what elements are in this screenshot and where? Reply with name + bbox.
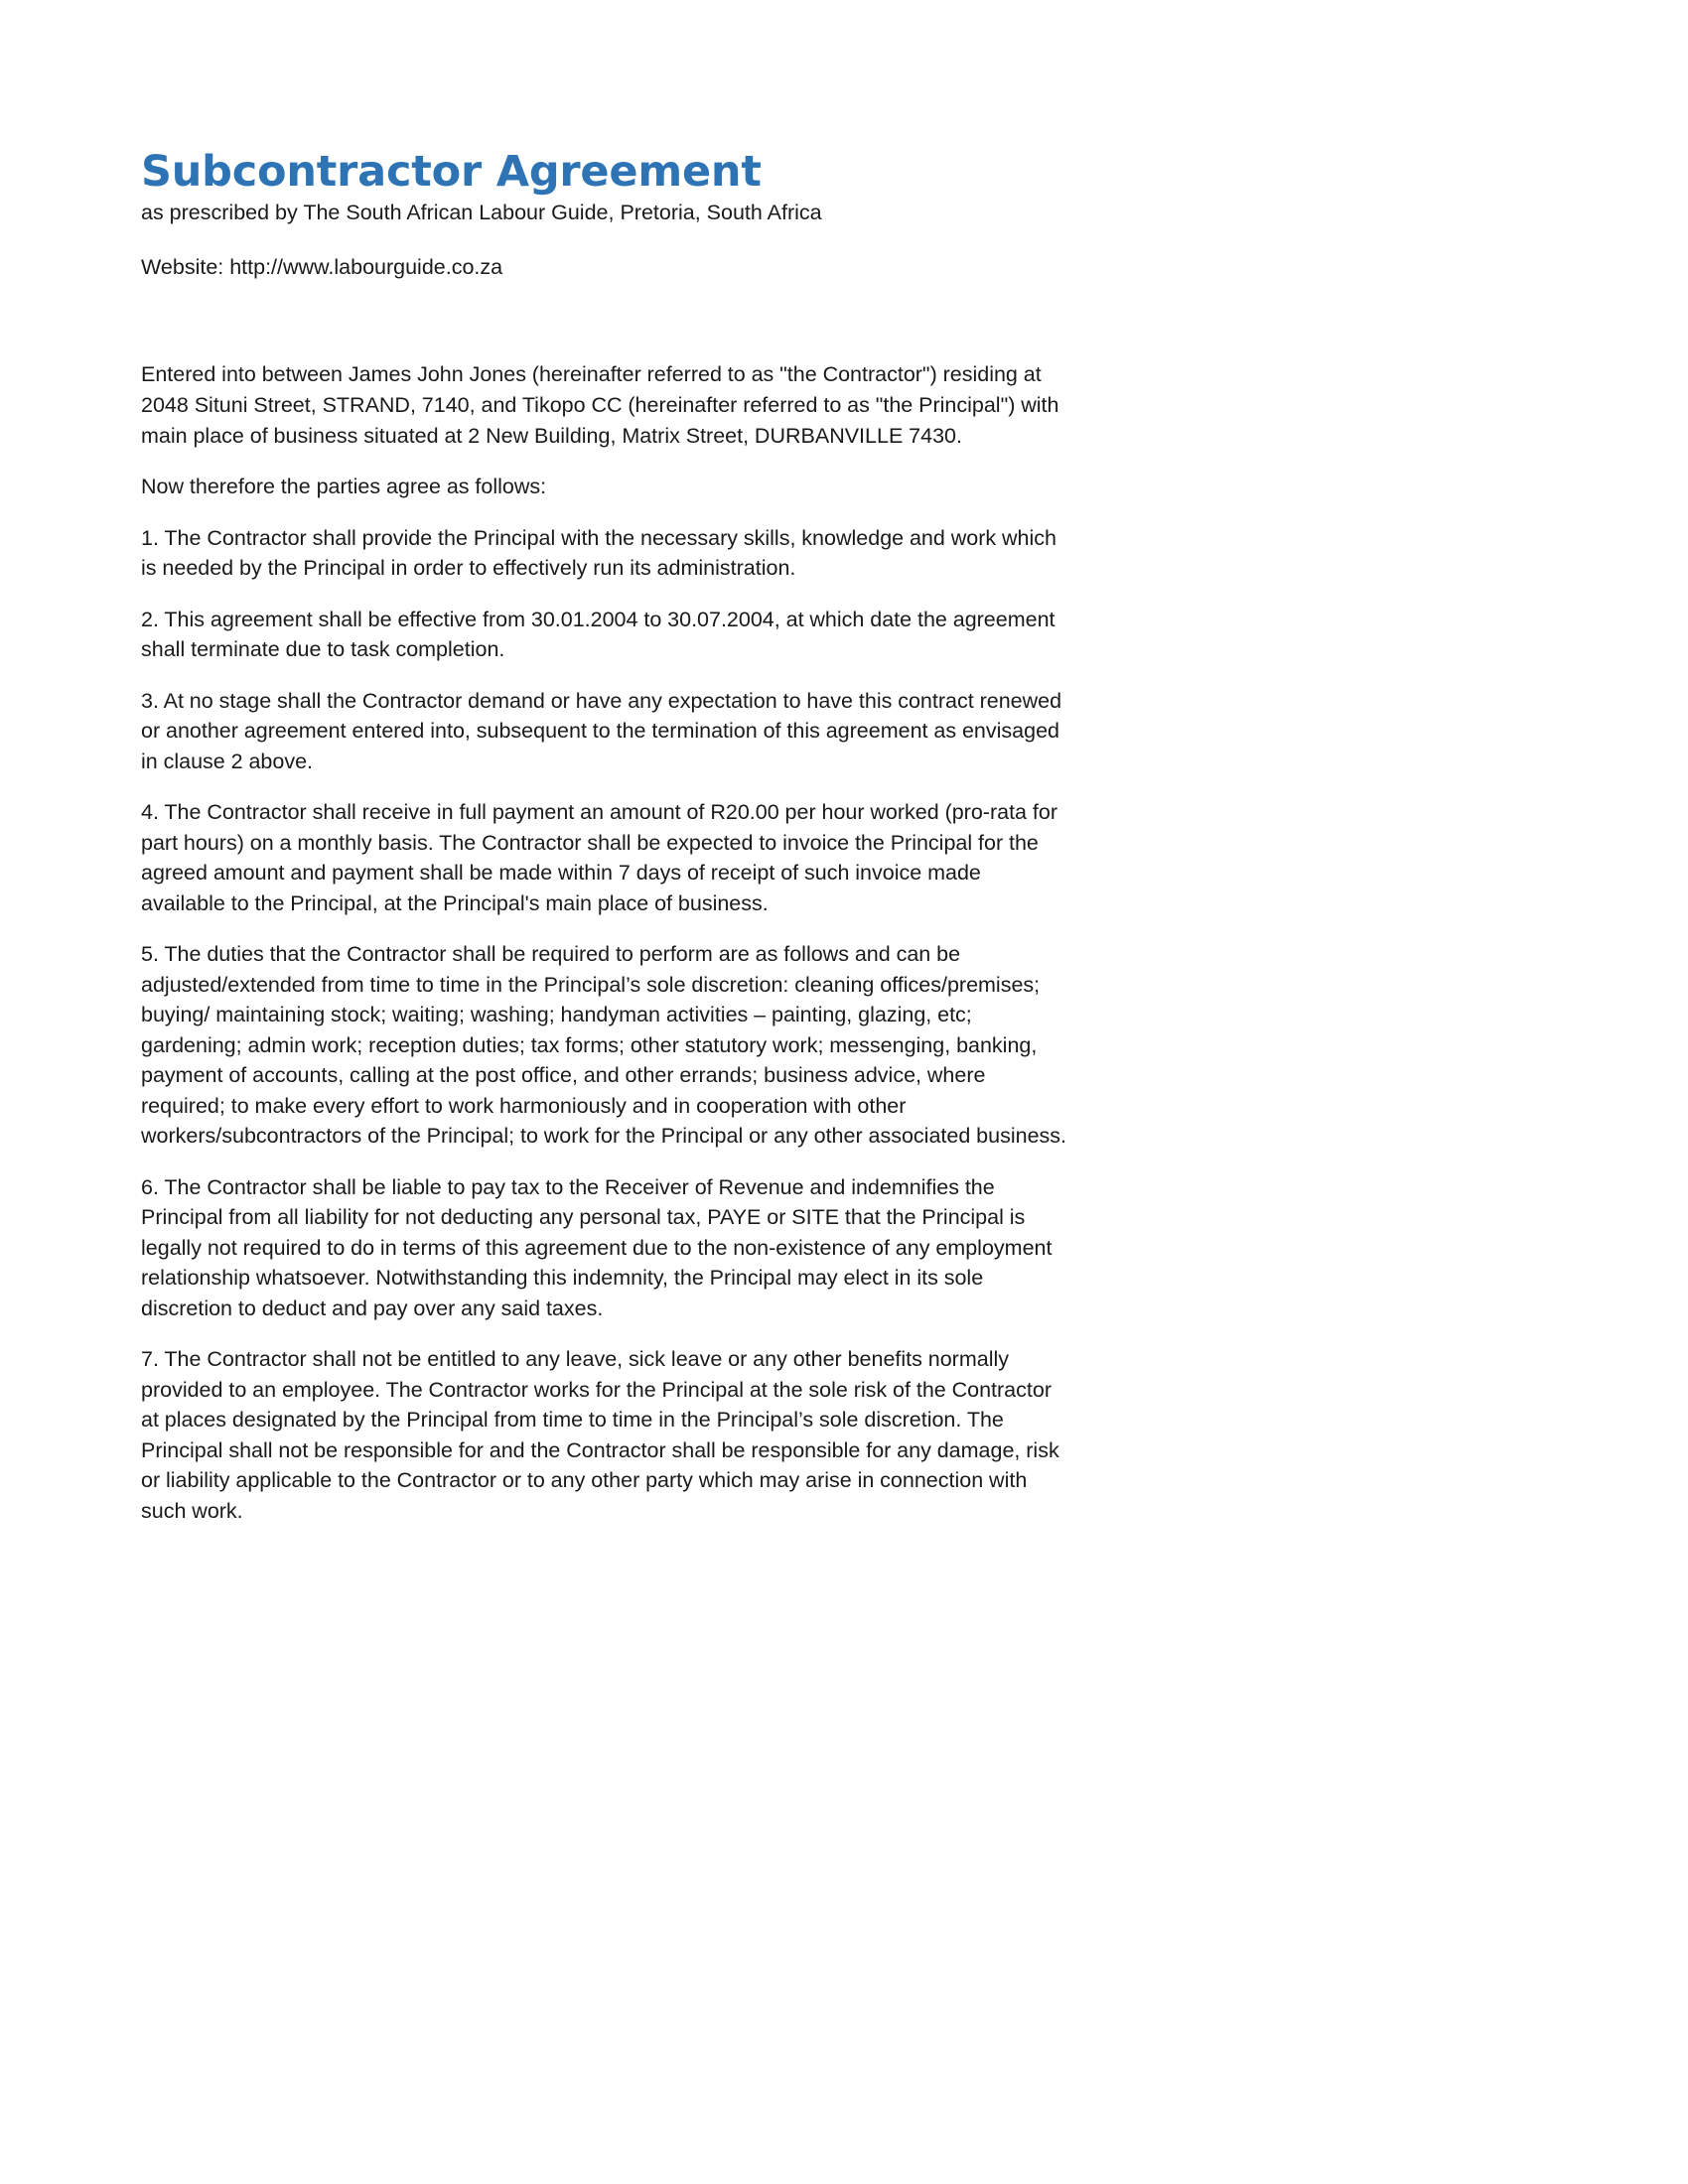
document-body [141, 149, 1069, 1526]
website-line: Website: http://www.labourguide.co.za [141, 255, 503, 280]
clause-6: 6. The Contractor shall be liable to pay tax to the Receiver of Revenue and indemnifies the Principal from all liability for not deducting any personal tax, PAYE or SITE that the Principal is legally not required to do in terms of this agreement due to the non-existence of any employment relationship whatsoever. Notwithstanding this indemnity, the Principal may elect in its sole discretion to deduct and pay over any said taxes. [141, 1174, 1053, 1320]
preamble-paragraph: Entered into between James John Jones (hereinafter referred to as "the Contractor") residing at 2048 Situni Street, STRAND, 7140, and Tikopo CC (hereinafter referred to as "the Principal") with main place of business situated at 2 New Building, Matrix Street, DURBANVILLE 7430. [141, 362, 1059, 448]
agreement-intro-paragraph: Now therefore the parties agree as follows: [141, 475, 547, 499]
header-body-spacer [141, 282, 1069, 359]
document-subtitle: as prescribed by The South African Labour Guide, Pretoria, South Africa [141, 201, 822, 225]
clause-3: 3. At no stage shall the Contractor demand or have any expectation to have this contract renewed or another agreement entered into, subsequent to the termination of this agreement as envisaged in clause 2 above. [141, 688, 1062, 773]
page-title: Subcontractor Agreement [141, 147, 762, 197]
clause-2: 2. This agreement shall be effective from 30.01.2004 to 30.07.2004, at which date the agreement shall terminate due to task completion. [141, 607, 1055, 662]
clause-7: 7. The Contractor shall not be entitled to any leave, sick leave or any other benefits normally provided to an employee. The Contractor works for the Principal at the sole risk of the Contractor at places designated by the Principal from time to time in the Principal’s sole discretion. The Principal shall not be responsible for and the Contractor shall be responsible for any damage, risk or liability applicable to the Contractor or to any other party which may arise in connection with such work. [141, 1347, 1059, 1523]
clause-1: 1. The Contractor shall provide the Principal with the necessary skills, knowledge and work which is needed by the Principal in order to effectively run its administration. [141, 525, 1056, 581]
clause-4: 4. The Contractor shall receive in full payment an amount of R20.00 per hour worked (pro-rata for part hours) on a monthly basis. The Contractor shall be expected to invoice the Principal for the agreed amount and payment shall be made within 7 days of receipt of such invoice made available to the Principal, at the Principal's main place of business. [141, 800, 1057, 915]
clause-5: 5. The duties that the Contractor shall be required to perform are as follows and can be adjusted/extended from time to time in the Principal’s sole discretion: cleaning offices/premises; buying/ maintaining stock; waiting; washing; handyman activities – painting, glazing, etc; gardening; admin work; reception duties; tax forms; other statutory work; messenging, banking, payment of accounts, calling at the post office, and other errands; business advice, where required; to make every effort to work harmoniously and in cooperation with other workers/subcontractors of the Principal; to work for the Principal or any other associated business. [141, 942, 1066, 1149]
